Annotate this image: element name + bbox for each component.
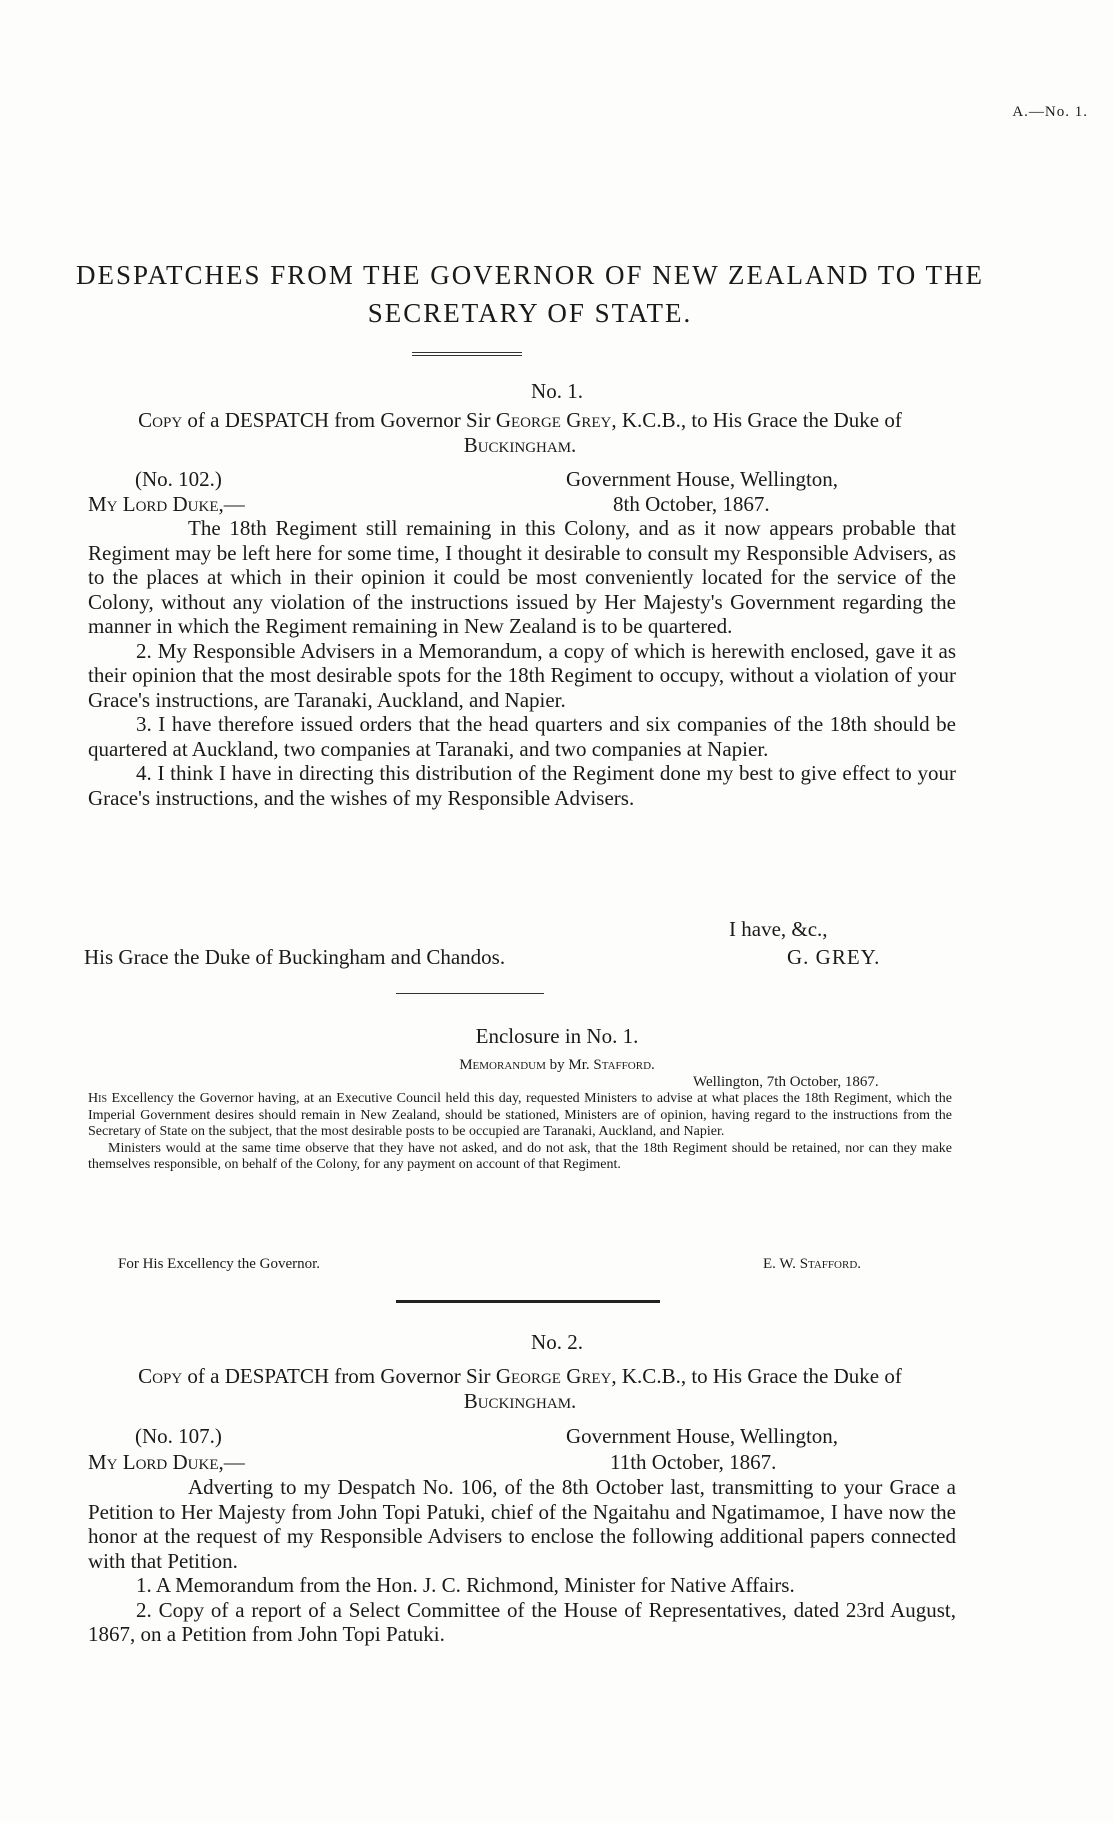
despatch-2-address: Government House, Wellington, <box>566 1424 839 1448</box>
despatch-1-addressee: His Grace the Duke of Buckingham and Chandos. <box>84 945 506 969</box>
paragraph: Ministers would at the same time observe that they have not asked, and do not ask, that the 18th Regiment should be retained, nor can they make themselves responsible, on behalf of the Colony, for any payment on account of that Regiment. <box>88 1140 952 1172</box>
despatch-1-number: No. 1. <box>531 379 583 403</box>
paragraph: 1. A Memorandum from the Hon. J. C. Richmond, Minister for Native Affairs. <box>136 1573 795 1597</box>
despatch-1-date: 8th October, 1867. <box>613 492 770 516</box>
despatch-1-ref: (No. 102.) <box>135 467 222 491</box>
despatch-1-heading: Copy of a DESPATCH from Governor Sir George Grey, K.C.B., to His Grace the Duke of Buckingham. <box>138 408 902 457</box>
despatch-2-number: No. 2. <box>531 1330 583 1354</box>
despatch-2-ref: (No. 107.) <box>135 1424 222 1448</box>
despatch-1-salutation: My Lord Duke,— <box>88 492 245 516</box>
paragraph: 3. I have therefore issued orders that the head quarters and six companies of the 18th should be quartered at Auckland, two companies at Taranaki, and two companies at Napier. <box>88 712 956 761</box>
section-divider <box>396 1300 660 1303</box>
despatch-1-signature: G. GREY. <box>787 945 881 969</box>
paragraph: The 18th Regiment still remaining in this Colony, and as it now appears probable that Regiment may be left here for some time, I thought it desirable to consult my Responsible Advisers, as to the places at which in their opinion it could be most conveniently located for the service of the Colony, without any violation of the instructions issued by Her Majesty's Government regarding the manner in which the Regiment remaining in New Zealand is to be quartered. <box>88 516 956 638</box>
enclosure-signature: E. W. Stafford. <box>763 1256 862 1272</box>
section-divider <box>396 993 544 994</box>
paragraph: Adverting to my Despatch No. 106, of the 8th October last, transmitting to your Grace a Petition to Her Majesty from John Topi Patuki, chief of the Ngaitahu and Ngatimamoe, I have now the honor at the request of my Responsible Advisers to enclose the following additional papers connected with that Petition. <box>88 1475 956 1573</box>
paragraph: 4. I think I have in directing this distribution of the Regiment done my best to give effect to your Grace's instructions, and the wishes of my Responsible Advisers. <box>88 761 956 810</box>
despatch-1-body <box>88 516 956 810</box>
paragraph: 2. My Responsible Advisers in a Memorandum, a copy of which is herewith enclosed, gave it as their opinion that the most desirable spots for the 18th Regiment to occupy, without a violation of your Grace's instructions, are Taranaki, Auckland, and Napier. <box>88 638 956 712</box>
despatch-2-date: 11th October, 1867. <box>610 1450 777 1474</box>
paragraph: His Excellency the Governor having, at an Executive Council held this day, requested Ministers to advise at what places the 18th Regiment, which the Imperial Government desires should remain in New Zealand, should be stationed, Ministers are of opinion, having regard to the instructions from the Secretary of State on the subject, that the most desirable posts to be occupied are Taranaki, Auckland, and Napier. <box>88 1091 952 1139</box>
despatch-1-closing: I have, &c., <box>729 917 828 941</box>
paragraph: 2. Copy of a report of a Select Committee of the House of Representatives, dated 23rd August, 1867, on a Petition from John Topi Patuki. <box>88 1597 956 1646</box>
page-title: DESPATCHES FROM THE GOVERNOR OF NEW ZEALAND TO THE SECRETARY OF STATE. <box>75 260 985 328</box>
enclosure-heading: Enclosure in No. 1. <box>475 1024 639 1048</box>
enclosure-dateline: Wellington, 7th October, 1867. <box>693 1074 879 1090</box>
page-number: A.—No. 1. <box>1012 104 1088 120</box>
enclosure-subheading: Memorandum by Mr. Stafford. <box>459 1057 655 1073</box>
enclosure-body <box>88 1091 952 1174</box>
despatch-2-salutation: My Lord Duke,— <box>88 1450 245 1474</box>
title-divider <box>412 352 522 356</box>
despatch-1-address: Government House, Wellington, <box>566 467 839 491</box>
enclosure-for-line: For His Excellency the Governor. <box>118 1256 321 1272</box>
despatch-2-body <box>88 1475 956 1647</box>
despatch-2-heading: Copy of a DESPATCH from Governor Sir George Grey, K.C.B., to His Grace the Duke of Buckingham. <box>138 1364 902 1413</box>
